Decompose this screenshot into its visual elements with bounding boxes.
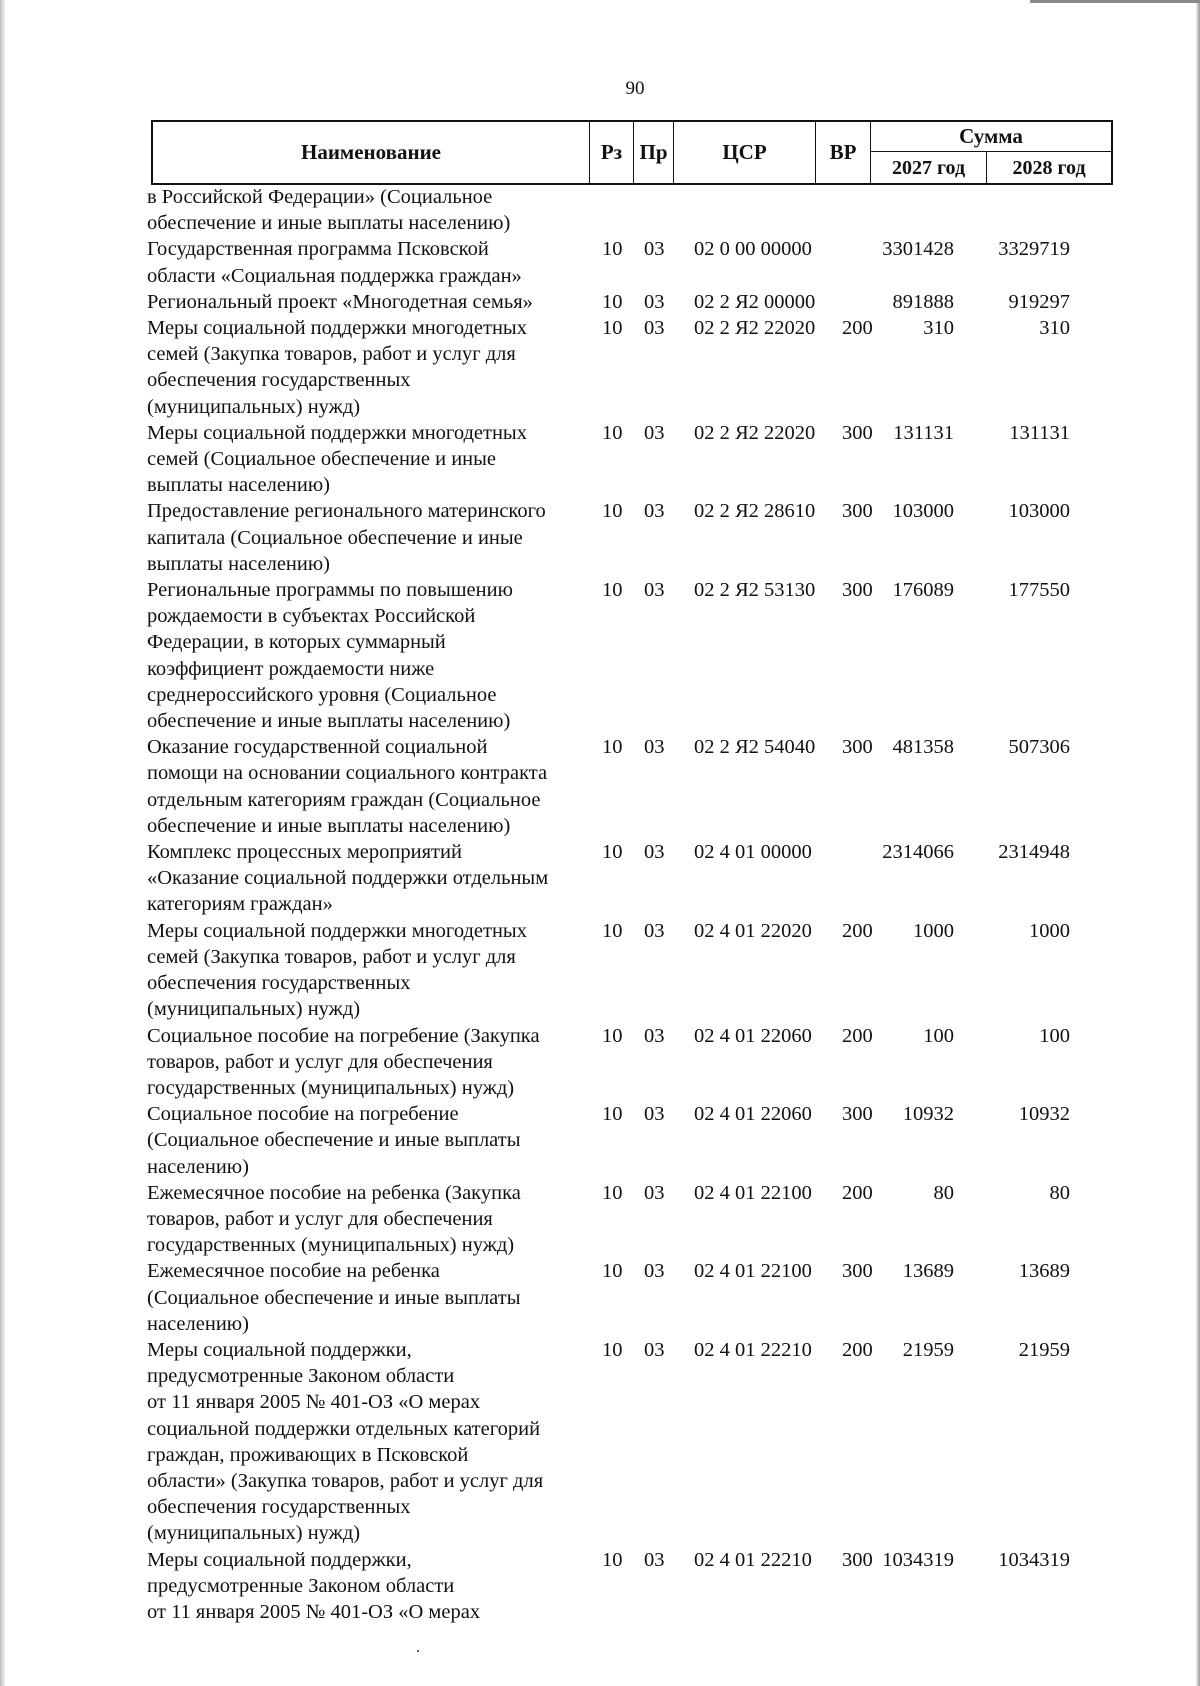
cell-vr: 300 — [842, 1260, 873, 1283]
table-row — [147, 577, 1127, 734]
cell-2028: 1034319 — [998, 1548, 1070, 1571]
cell-name: Социальное пособие на погребение (Социальное обеспечение и иные выплаты населению) — [147, 1103, 521, 1178]
cell-2027: 100 — [923, 1024, 954, 1047]
cell-name: Социальное пособие на погребение (Закупка товаров, работ и услуг для обеспечения государственных (муниципальных) нужд) — [147, 1024, 540, 1099]
table-row — [147, 1547, 1127, 1626]
cell-vr: 200 — [842, 317, 873, 340]
table-body — [147, 184, 1127, 1625]
cell-csr: 02 4 01 22210 — [694, 1338, 812, 1361]
cell-name: Меры социальной поддержки многодетных семей (Закупка товаров, работ и услуг для обеспечения государственных (муниципальных) нужд) — [147, 317, 527, 418]
cell-2028: 3329719 — [998, 238, 1070, 261]
cell-vr: 300 — [842, 736, 873, 759]
cell-2027: 80 — [933, 1181, 954, 1204]
cell-vr: 200 — [842, 1024, 873, 1047]
cell-2028: 919297 — [1008, 290, 1070, 313]
table-row — [147, 1337, 1127, 1547]
cell-name: в Российской Федерации» (Социальное обеспечение и иные выплаты населению) — [147, 186, 511, 235]
cell-rz: 10 — [602, 1548, 623, 1571]
cell-rz: 10 — [602, 736, 623, 759]
cell-vr: 200 — [842, 1181, 873, 1204]
table-row — [147, 498, 1127, 577]
cell-2028: 10932 — [1018, 1103, 1070, 1126]
cell-pr: 03 — [644, 500, 665, 523]
cell-2028: 2314948 — [998, 841, 1070, 864]
cell-pr: 03 — [644, 579, 665, 602]
header-year-2028: 2028 год — [1012, 157, 1086, 179]
cell-2027: 2314066 — [882, 841, 954, 864]
cell-name: Региональный проект «Многодетная семья» — [147, 290, 533, 313]
cell-2027: 3301428 — [882, 238, 954, 261]
cell-rz: 10 — [602, 1103, 623, 1126]
table-row — [147, 184, 1127, 236]
table-row — [147, 1023, 1127, 1102]
cell-2028: 100 — [1039, 1024, 1070, 1047]
cell-2027: 13689 — [902, 1260, 954, 1283]
cell-2027: 481358 — [892, 736, 954, 759]
cell-rz: 10 — [602, 1181, 623, 1204]
scan-edge-left — [0, 0, 5, 1686]
cell-vr: 200 — [842, 1338, 873, 1361]
table-row — [147, 918, 1127, 1023]
cell-csr: 02 2 Я2 54040 — [694, 736, 816, 759]
cell-2028: 507306 — [1008, 736, 1070, 759]
cell-2028: 13689 — [1018, 1260, 1070, 1283]
table-row — [147, 1258, 1127, 1337]
cell-rz: 10 — [602, 919, 623, 942]
table-header — [151, 120, 1113, 185]
cell-csr: 02 4 01 00000 — [694, 841, 812, 864]
header-sum: Сумма — [871, 122, 1111, 152]
cell-csr: 02 4 01 22210 — [694, 1548, 812, 1571]
scan-edge-right — [1196, 0, 1200, 1686]
cell-rz: 10 — [602, 1024, 623, 1047]
cell-2028: 131131 — [1009, 421, 1070, 444]
cell-2028: 21959 — [1018, 1338, 1070, 1361]
cell-vr: 300 — [842, 1103, 873, 1126]
cell-pr: 03 — [644, 919, 665, 942]
cell-2028: 80 — [1049, 1181, 1070, 1204]
header-name: Наименование — [153, 122, 590, 183]
cell-csr: 02 4 01 22100 — [694, 1181, 812, 1204]
cell-2027: 21959 — [902, 1338, 954, 1361]
cell-vr: 200 — [842, 919, 873, 942]
cell-2027: 10932 — [902, 1103, 954, 1126]
cell-2028: 1000 — [1029, 919, 1070, 942]
cell-rz: 10 — [602, 841, 623, 864]
cell-2028: 103000 — [1008, 500, 1070, 523]
cell-name: Оказание государственной социальной помощи на основании социального контракта отдельным категориям граждан (Социальное обеспечение и иные выплаты населению) — [147, 736, 548, 837]
cell-2028: 310 — [1039, 317, 1070, 340]
header-vr: ВР — [816, 122, 871, 183]
header-csr: ЦСР — [674, 122, 816, 183]
cell-vr: 300 — [842, 421, 873, 444]
cell-csr: 02 4 01 22060 — [694, 1024, 812, 1047]
cell-2027: 1034319 — [882, 1548, 954, 1571]
cell-pr: 03 — [644, 238, 665, 261]
scan-edge-top — [1030, 0, 1200, 3]
cell-name: Предоставление регионального материнского капитала (Социальное обеспечение и иные выплаты населению) — [147, 500, 546, 575]
cell-pr: 03 — [644, 1338, 665, 1361]
cell-2028: 177550 — [1008, 579, 1070, 602]
cell-name: Региональные программы по повышению рождаемости в субъектах Российской Федерации, в которых суммарный коэффициент рождаемости ниже среднероссийского уровня (Социальное обеспечение и иные выплаты населению) — [147, 579, 513, 733]
cell-rz: 10 — [602, 238, 623, 261]
cell-vr: 300 — [842, 1548, 873, 1571]
table-row — [147, 839, 1127, 918]
cell-name: Меры социальной поддержки многодетных семей (Социальное обеспечение и иные выплаты населению) — [147, 421, 527, 497]
cell-2027: 1000 — [913, 919, 954, 942]
table-row — [147, 734, 1127, 839]
cell-csr: 02 0 00 00000 — [694, 238, 812, 261]
cell-2027: 891888 — [892, 290, 954, 313]
cell-pr: 03 — [644, 1024, 665, 1047]
cell-rz: 10 — [602, 1260, 623, 1283]
cell-pr: 03 — [644, 1181, 665, 1204]
header-sum-group — [871, 122, 1111, 183]
cell-pr: 03 — [644, 736, 665, 759]
cell-name: Государственная программа Псковской области «Социальная поддержка граждан» — [147, 238, 522, 287]
cell-csr: 02 4 01 22100 — [694, 1260, 812, 1283]
cell-pr: 03 — [644, 317, 665, 340]
cell-name: Ежемесячное пособие на ребенка (Социальное обеспечение и иные выплаты населению) — [147, 1260, 521, 1335]
cell-name: Меры социальной поддержки, предусмотренные Законом области от 11 января 2005 № 401-ОЗ «О мерах — [147, 1548, 481, 1623]
header-year-2027: 2027 год — [871, 152, 987, 185]
cell-pr: 03 — [644, 841, 665, 864]
cell-rz: 10 — [602, 1338, 623, 1361]
cell-csr: 02 2 Я2 00000 — [694, 290, 816, 313]
table-row — [147, 1101, 1127, 1180]
cell-rz: 10 — [602, 579, 623, 602]
cell-rz: 10 — [602, 421, 623, 444]
scan-speck — [417, 1650, 419, 1652]
cell-csr: 02 2 Я2 28610 — [694, 500, 816, 523]
cell-pr: 03 — [644, 290, 665, 313]
table-row — [147, 289, 1127, 315]
cell-2027: 103000 — [892, 500, 954, 523]
cell-pr: 03 — [644, 421, 665, 444]
table-row — [147, 315, 1127, 420]
cell-csr: 02 4 01 22060 — [694, 1103, 812, 1126]
cell-csr: 02 2 Я2 22020 — [694, 317, 816, 340]
cell-2027: 310 — [923, 317, 954, 340]
cell-vr: 300 — [842, 579, 873, 602]
cell-pr: 03 — [644, 1260, 665, 1283]
cell-csr: 02 4 01 22020 — [694, 919, 812, 942]
cell-name: Комплекс процессных мероприятий «Оказание социальной поддержки отдельным категориям граждан» — [147, 841, 549, 916]
cell-pr: 03 — [644, 1103, 665, 1126]
cell-name: Меры социальной поддержки, предусмотренные Законом области от 11 января 2005 № 401-ОЗ «О мерах социальной поддержки отдельных категорий граждан, проживающих в Псковской области» (Закупка товаров, работ и услуг для обеспечения государственных (муниципальных) нужд) — [147, 1338, 544, 1545]
page-number: 90 — [625, 78, 645, 99]
header-rz: Рз — [590, 122, 634, 183]
table-row — [147, 420, 1127, 499]
table-row — [147, 236, 1127, 288]
cell-rz: 10 — [602, 317, 623, 340]
header-pr: Пр — [634, 122, 674, 183]
table-row — [147, 1180, 1127, 1259]
cell-name: Ежемесячное пособие на ребенка (Закупка товаров, работ и услуг для обеспечения государственных (муниципальных) нужд) — [147, 1181, 521, 1257]
cell-rz: 10 — [602, 290, 623, 313]
cell-vr: 300 — [842, 500, 873, 523]
cell-2027: 131131 — [893, 421, 954, 444]
cell-name: Меры социальной поддержки многодетных семей (Закупка товаров, работ и услуг для обеспечения государственных (муниципальных) нужд) — [147, 919, 527, 1021]
cell-pr: 03 — [644, 1548, 665, 1571]
cell-2027: 176089 — [892, 579, 954, 602]
cell-csr: 02 2 Я2 53130 — [694, 579, 816, 602]
cell-csr: 02 2 Я2 22020 — [694, 421, 816, 444]
cell-rz: 10 — [602, 500, 623, 523]
